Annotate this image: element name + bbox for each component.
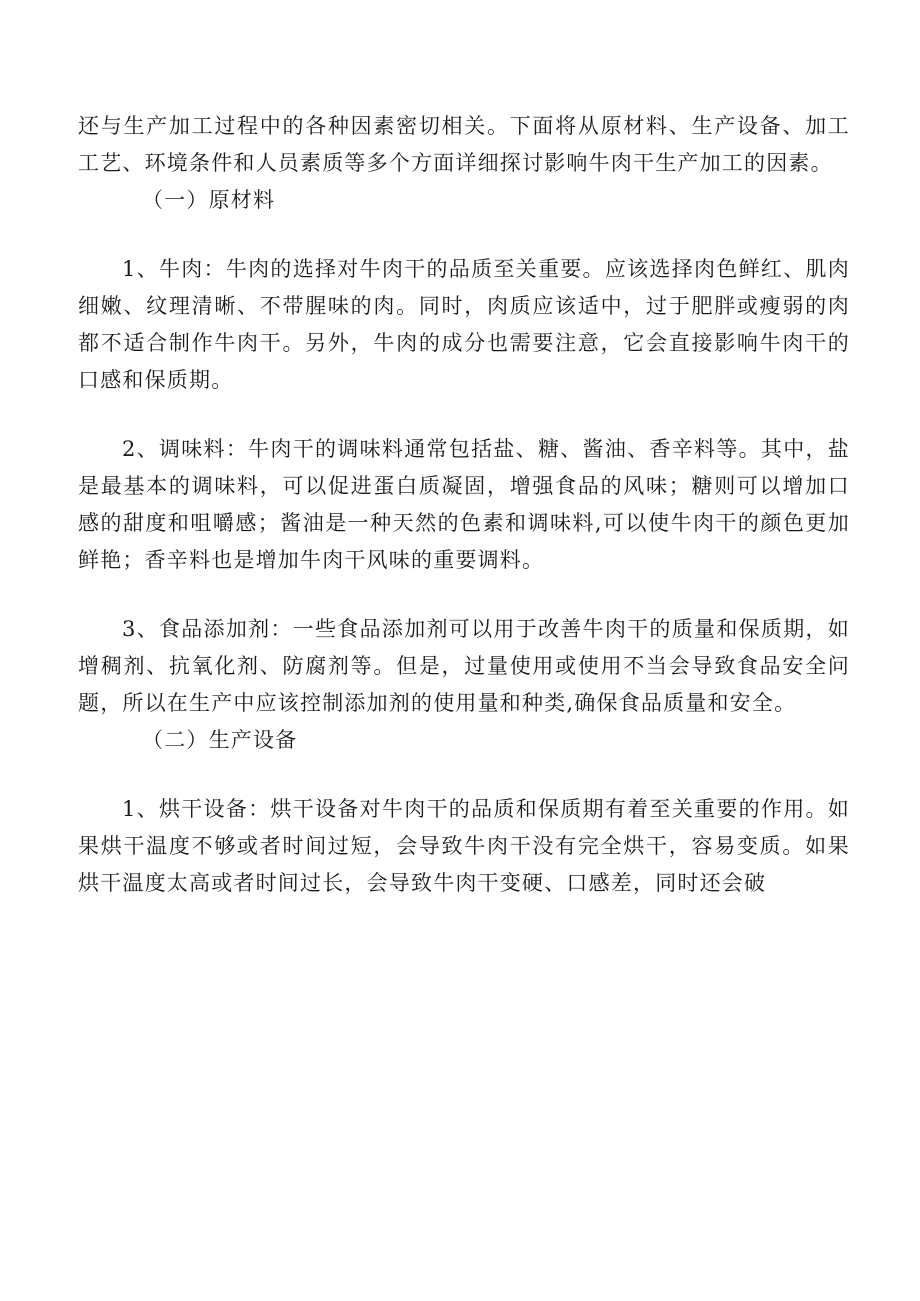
document-page [78, 108, 850, 902]
paragraph-seasoning: 2、调味料：牛肉干的调味料通常包括盐、糖、酱油、香辛料等。其中，盐是最基本的调味料，可以促进蛋白质凝固，增强食品的风味；糖则可以增加口感的甜度和咀嚼感；酱油是一种天然的色素和调味料,可以使牛肉干的颜色更加鲜艳；香辛料也是增加牛肉干风味的重要调料。 [78, 437, 850, 572]
section-heading-equipment: （二）生产设备 [142, 728, 298, 752]
paragraph-additives: 3、食品添加剂：一些食品添加剂可以用于改善牛肉干的质量和保质期，如增稠剂、抗氧化剂、防腐剂等。但是，过量使用或使用不当会导致食品安全问题，所以在生产中应该控制添加剂的使用量和种类,确保食品质量和安全。 [78, 617, 850, 715]
paragraph-drying-equipment: 1、烘干设备：烘干设备对牛肉干的品质和保质期有着至关重要的作用。如果烘干温度不够或者时间过短，会导致牛肉干没有完全烘干，容易变质。如果烘干温度太高或者时间过长，会导致牛肉干变硬、口感差，同时还会破 [78, 797, 850, 895]
paragraph-beef: 1、牛肉：牛肉的选择对牛肉干的品质至关重要。应该选择肉色鲜红、肌肉细嫩、纹理清晰、不带腥味的肉。同时，肉质应该适中，过于肥胖或瘦弱的肉都不适合制作牛肉干。另外，牛肉的成分也需要注意，它会直接影响牛肉干的口感和保质期。 [78, 257, 850, 392]
section-heading-raw-materials: （一）原材料 [142, 188, 276, 212]
intro-paragraph: 还与生产加工过程中的各种因素密切相关。下面将从原材料、生产设备、加工工艺、环境条件和人员素质等多个方面详细探讨影响牛肉干生产加工的因素。 [78, 114, 850, 175]
